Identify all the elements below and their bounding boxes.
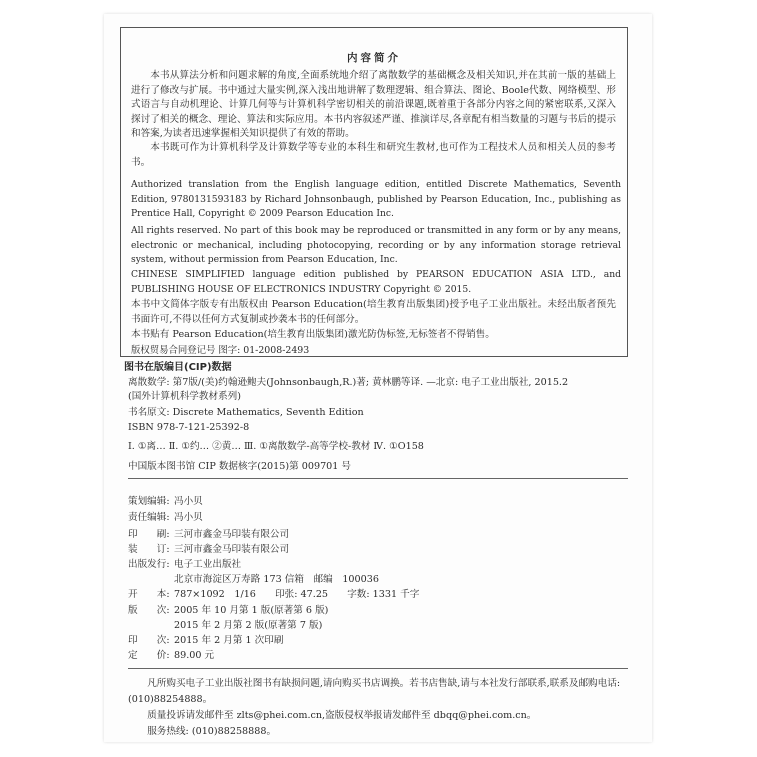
rights-reserved-text: All rights reserved. No part of this book may be reproduced or transmitted in any form or by any means, electronic or mechanical, including photocopying, recording or by any information storage retrieval system, without permission from Pearson Education, Inc.: [131, 225, 621, 265]
cip-line-5: Ⅰ. ①离… Ⅱ. ①约… ②黄… Ⅲ. ①离散数学-高等学校-教材 Ⅳ. ①O158: [128, 441, 424, 452]
spec-publisher: 出版发行: 电子工业出版社: [128, 559, 242, 570]
spec-printing-times: 印 次: 2015 年 2 月第 1 次印刷: [128, 635, 284, 646]
cip-line-3: 书名原文: Discrete Mathematics, Seventh Edition: [128, 407, 364, 418]
exclusive-rights-text: 本书中文简体字版专有出版权由 Pearson Education(培生教育出版集团)授予电子工业出版社。未经出版者预先书面许可,不得以任何方式复制或抄袭本书的任何部分。: [131, 299, 616, 325]
spec-planning-editor: 策划编辑: 冯小贝: [128, 496, 203, 507]
footer-paragraph-3: 服务热线: (010)88258888。: [147, 726, 277, 737]
cip-line-1: 离散数学: 第7版/(美)约翰逊鲍夫(Johnsonbaugh,R.)著; 黄林鹏等译. —北京: 电子工业出版社, 2015.2: [128, 377, 569, 388]
chinese-edition-text: CHINESE SIMPLIFIED language edition published by PEARSON EDUCATION ASIA LTD., and PUBLISHING HOUSE OF ELECTRONICS INDUSTRY Copyright © 2015.: [131, 269, 621, 295]
spec-address: 北京市海淀区万寿路 173 信箱 邮编 100036: [174, 574, 379, 585]
copyright-registration: 版权贸易合同登记号 图字: 01-2008-2493: [131, 345, 310, 356]
spec-edition: 版 次: 2005 年 10 月第 1 版(原著第 6 版): [128, 605, 329, 616]
divider-2: [128, 668, 628, 669]
authorized-translation-text: Authorized translation from the English language edition, entitled Discrete Mathematics, Seventh Edition, 9780131593183 by Richard Johnsonbaugh, published by Pearson Education, Inc., publishing as Prentice Hall, Copyright © 2009 Pearson Education Inc.: [131, 179, 621, 219]
footer-paragraph-2: 质量投诉请发邮件至 zlts@phei.com.cn,盗版侵权举报请发邮件至 dbqq@phei.com.cn。: [147, 710, 537, 721]
footer-paragraph-1: 凡所购买电子工业出版社图书有缺损问题,请向购买书店调换。若书店售缺,请与本社发行部联系,联系及邮购电话: (010)88254888。: [128, 678, 621, 705]
anti-counterfeit-text: 本书贴有 Pearson Education(培生教育出版集团)激光防伪标签,无标签者不得销售。: [131, 329, 495, 340]
divider-1: [128, 478, 628, 479]
cip-line-2: (国外计算机科学教材系列): [128, 391, 242, 402]
spec-format: 开 本: 787×1092 1/16 印张: 47.25 字数: 1331 千字: [128, 589, 420, 600]
summary-paragraph-1: 本书从算法分析和问题求解的角度,全面系统地介绍了离散数学的基础概念及相关知识,并在其前一版的基础上进行了修改与扩展。书中通过大量实例,深入浅出地讲解了数理逻辑、组合算法、图论、Boole代数、网络模型、形式语言与自动机理论、计算几何等与计算机科学密切相关的前沿课题,既着重于各部分内容之间的紧密联系,又深入探讨了相关的概念、理论、算法和实际应用。本书内容叙述严谨、推演详尽,各章配有相当数量的习题与书后的提示和答案,为读者迅速掌握相关知识提供了有效的帮助。: [131, 70, 616, 139]
spec-price: 定 价: 89.00 元: [128, 650, 215, 661]
cip-line-6: 中国版本图书馆 CIP 数据核字(2015)第 009701 号: [128, 461, 352, 472]
spec-printing: 印 刷: 三河市鑫金马印装有限公司: [128, 529, 290, 540]
cip-line-4: ISBN 978-7-121-25392-8: [128, 422, 250, 433]
spec-binding: 装 订: 三河市鑫金马印装有限公司: [128, 544, 290, 555]
summary-title: 内容简介: [347, 52, 401, 64]
spec-edition-2: 2015 年 2 月第 2 版(原著第 7 版): [174, 620, 323, 631]
spec-responsible-editor: 责任编辑: 冯小贝: [128, 512, 203, 523]
summary-box: [120, 27, 628, 357]
summary-paragraph-2: 本书既可作为计算机科学及计算数学等专业的本科生和研究生教材,也可作为工程技术人员和相关人员的参考书。: [131, 142, 616, 168]
cip-title: 图书在版编目(CIP)数据: [124, 362, 232, 373]
